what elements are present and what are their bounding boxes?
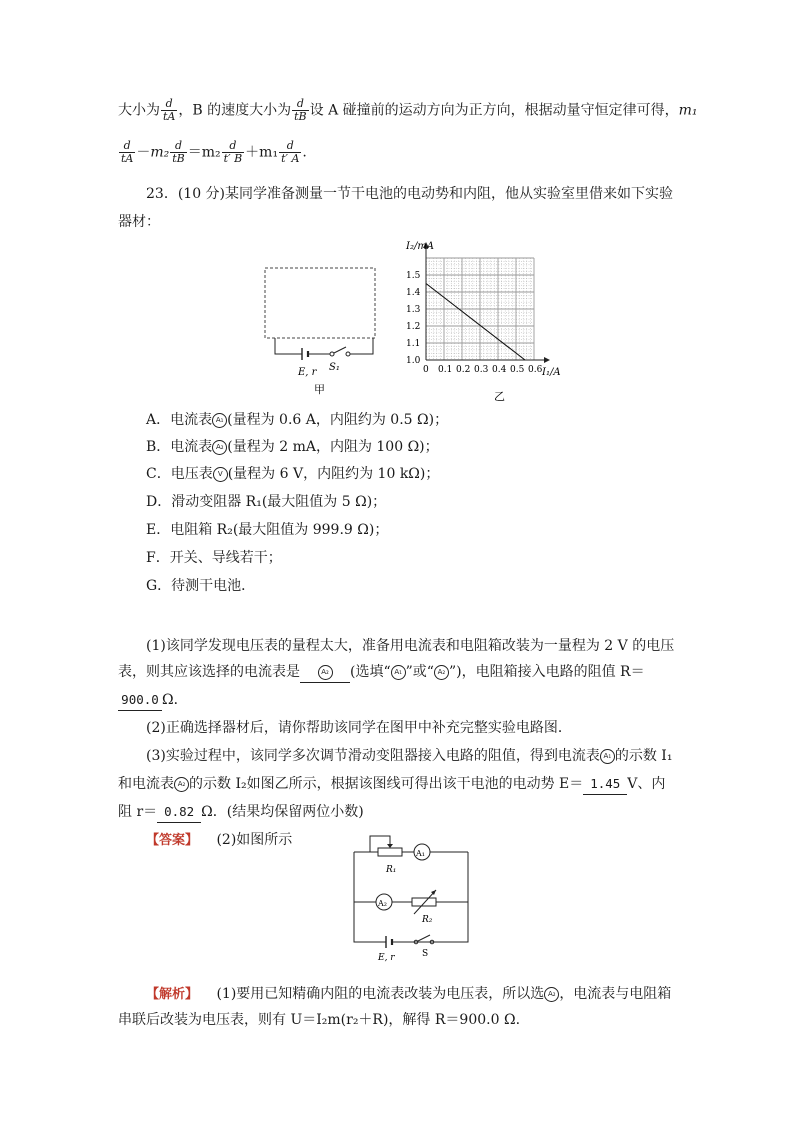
ammeter-a2-icon: A₂ [544, 987, 559, 1002]
ammeter-a2-icon: A₂ [434, 665, 449, 680]
option-label: G．待测干电池． [146, 578, 256, 594]
option-item [146, 576, 255, 596]
option-item [146, 492, 386, 512]
option-label: E．电阻箱 R₂ [146, 522, 233, 538]
fraction: $\frac{d}{tB}$ [172, 139, 185, 165]
chart-xlabel: I₁/A [542, 367, 561, 378]
battery-label: E, r [298, 367, 317, 378]
text: 表，则其应该选择的电流表是 [118, 664, 300, 680]
figure-caption: 甲 [314, 383, 325, 396]
part3-line-1 [146, 746, 672, 766]
text: 设 A 碰撞前的运动方向为正方向，根据动量守恒定律可得， [309, 102, 679, 119]
option-item [146, 410, 448, 430]
part1-line-2 [118, 662, 645, 683]
text: ＝m₂ [187, 144, 221, 161]
option-text: (量程为 6 V，内阻约为 10 kΩ)； [227, 466, 440, 482]
x-axis-arrow-icon [544, 357, 550, 363]
text: 的示数 I₂如图乙所示，根据该图线可得出该干电池的电动势 E＝ [189, 776, 584, 792]
switch-blade [334, 347, 346, 353]
x-tick-label: 0.3 [474, 365, 489, 375]
question-score: (10 分) [177, 186, 226, 202]
figure-jia [258, 262, 388, 398]
chart-axes [423, 242, 550, 363]
rheostat-r1 [378, 848, 402, 856]
question-stem-2 [118, 212, 160, 232]
meter-icon: A₂ [212, 440, 227, 455]
fraction: $\frac{d}{tB}$ [294, 97, 307, 123]
y-tick-label: 1.4 [406, 288, 421, 298]
text: 串联后改装为电压表，则有 U＝I₂m(r₂＋R)，解得 R＝900.0 Ω. [118, 1012, 521, 1028]
symbol: m₁ [678, 102, 698, 119]
text: (选填“ [350, 664, 391, 680]
option-text: (最大阻值为 999.9 Ω)； [232, 522, 389, 538]
switch-label: S₁ [329, 362, 340, 373]
y-tick-label: 1.0 [406, 356, 421, 366]
x-tick-label: 0.1 [438, 365, 453, 375]
answer-blank-r-internal: 0.82 [157, 802, 201, 823]
text: 某同学准备测量一节干电池的电动势和内阻，他从实验室里借来如下实验 [225, 186, 674, 202]
figure-yi-chart [404, 236, 574, 404]
text: (3)实验过程中，该同学多次调节滑动变阻器接入电路的阻值，得到电流表 [146, 748, 600, 764]
option-label: C．电压表 [146, 466, 213, 482]
chart-grid [426, 258, 534, 360]
text: ”或“ [405, 664, 434, 680]
analysis-line-1 [146, 984, 671, 1005]
text: ＋m₁ [245, 144, 279, 161]
intro-line-1 [118, 98, 698, 123]
text: 和电流表 [118, 776, 174, 792]
fraction: $\frac{d}{tA}$ [121, 139, 134, 165]
rheostat-slider-icon [387, 844, 393, 848]
x-tick-label: 0.2 [456, 365, 471, 375]
option-item [146, 548, 282, 568]
battery-label: E, r [378, 953, 395, 963]
text: 大小为 [118, 102, 160, 119]
text: . [302, 144, 307, 161]
ammeter-a2-icon: A₂ [174, 777, 189, 792]
option-item [146, 464, 439, 484]
fraction: $\frac{d}{t' B}$ [223, 139, 243, 165]
option-label: B．电流表 [146, 439, 213, 455]
option-text: (量程为 0.6 A，内阻约为 0.5 Ω)； [227, 412, 449, 428]
text: (1)要用已知精确内阻的电流表改装为电压表，所以选 [216, 986, 545, 1002]
switch-contact [330, 352, 334, 356]
option-label: D．滑动变阻器 R₁ [146, 494, 262, 510]
answer-line [146, 830, 292, 851]
y-tick-label: 1.3 [406, 305, 421, 315]
text: V、内 [627, 776, 666, 792]
text: 阻 r＝ [118, 804, 158, 820]
option-label: F．开关、导线若干； [146, 550, 282, 566]
x-tick-label: 0.4 [492, 365, 507, 375]
text: ，B 的速度大小为 [178, 102, 292, 119]
r2-label: R₂ [422, 915, 433, 925]
analysis-line-2 [118, 1010, 520, 1030]
text: ，电流表与电阻箱 [559, 986, 672, 1002]
dashed-box [265, 268, 375, 338]
text: (1)该同学发现电压表的量程太大，准备用电流表和电阻箱改装为一量程为 2 V 的电压 [146, 638, 675, 654]
answer-circuit [342, 830, 482, 970]
answer-blank-emf: 1.45 [583, 774, 627, 795]
ammeter-a2-label: A₂ [378, 899, 387, 908]
analysis-tag: 【解析】 [146, 987, 199, 1002]
meter-icon: V [213, 467, 228, 482]
switch-blade [418, 935, 430, 941]
r1-label: R₁ [386, 865, 397, 875]
y-tick-label: 1.1 [406, 339, 421, 349]
part2-line [146, 718, 572, 738]
answer-tag: 【答案】 [146, 833, 199, 848]
x-tick-label: 0.5 [510, 365, 525, 375]
text: (2)如图所示 [216, 832, 293, 848]
y-tick-label: 1.2 [406, 322, 421, 332]
y-tick-label: 1.5 [406, 271, 421, 281]
intro-line-2: $\frac{d}{tA}$ －m₂ $\frac{d}{tB}$ ＝m₂ $\frac{d}{t' B}$ ＋m₁ $\frac{d}{t' A}$ . [121, 139, 307, 165]
switch-label: S [422, 949, 429, 959]
option-text: (最大阻值为 5 Ω)； [261, 494, 387, 510]
ammeter-a1-icon: A₁ [391, 665, 406, 680]
resistance-box-r2 [412, 898, 436, 906]
chart-ylabel: I₂/mA [406, 241, 435, 252]
option-item [146, 437, 439, 457]
meter-icon: A₁ [212, 413, 227, 428]
text: 器材： [118, 214, 160, 230]
part1-line-1 [146, 636, 674, 656]
figure-caption: 乙 [494, 390, 505, 403]
option-label: A．电流表 [146, 412, 213, 428]
series-line [426, 284, 525, 361]
option-text: (量程为 2 mA，内阻为 100 Ω)； [227, 439, 439, 455]
part3-line-2 [118, 774, 665, 795]
ammeter-a1-icon: A₁ [600, 749, 615, 764]
text: (2)正确选择器材后，请你帮助该同学在图甲中补充完整实验电路图． [146, 720, 572, 736]
answer-blank-meter: A₂ [300, 662, 350, 683]
option-item [146, 520, 388, 540]
text: 的示数 I₁ [614, 748, 673, 764]
text: Ω． [162, 692, 188, 708]
part1-line-3 [118, 690, 188, 711]
symbol: m₂ [150, 144, 170, 161]
question-stem-1 [146, 184, 673, 204]
text: ”)，电阻箱接入电路的阻值 R＝ [448, 664, 645, 680]
fraction: $\frac{d}{tA}$ [163, 97, 176, 123]
ammeter-a1-label: A₁ [416, 849, 425, 858]
x-tick-label: 0.6 [528, 365, 543, 375]
question-number: 23． [146, 186, 178, 202]
fraction: $\frac{d}{t' A}$ [281, 139, 300, 165]
answer-blank-r: 900.0 [118, 690, 162, 711]
part3-line-3 [118, 802, 364, 823]
switch-contact [346, 352, 350, 356]
x-tick-label: 0 [423, 365, 429, 375]
chart-series [426, 284, 525, 361]
text: Ω．(结果均保留两位小数) [201, 804, 364, 820]
